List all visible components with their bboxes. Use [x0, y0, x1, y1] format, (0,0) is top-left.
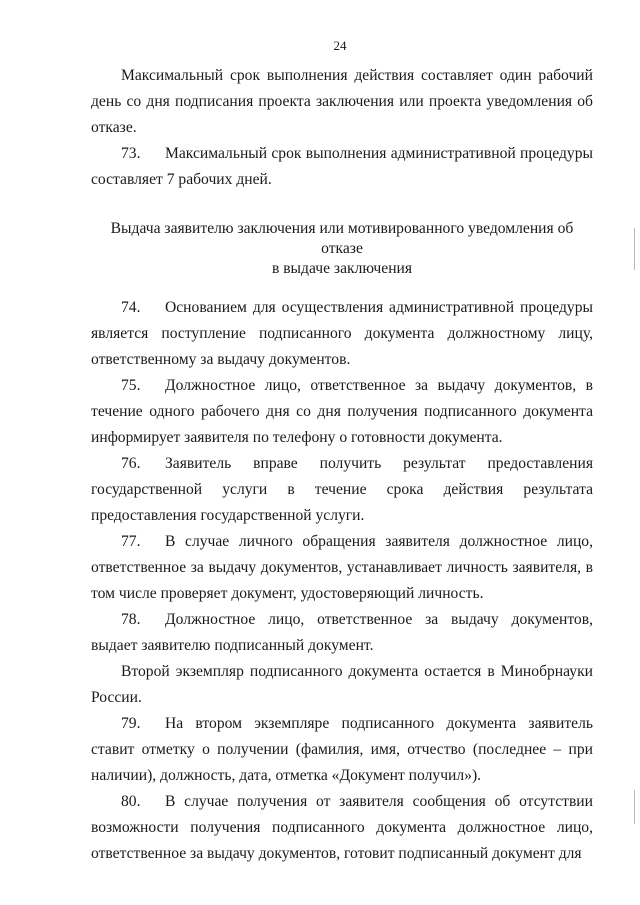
paragraph-number: 73. [121, 145, 141, 162]
paragraph-78 [91, 607, 593, 659]
paragraph-number: 78. [121, 611, 141, 628]
paragraph-text: В случае получения от заявителя сообщения об отсутствии возможности получения подписанного документа должностное лицо, ответственное за выдачу документов, готовит подписанный документ для [91, 793, 593, 862]
paragraph-74 [91, 295, 593, 373]
paragraph-text: На втором экземпляре подписанного документа заявитель ставит отметку о получении (фамилия, имя, отчество (последнее – при наличии), должность, дата, отметка «Документ получил»). [91, 715, 593, 784]
paragraph-text: В случае личного обращения заявителя должностное лицо, ответственное за выдачу документов, устанавливает личность заявителя, в том числе проверяет документ, удостоверяющий личность. [91, 533, 593, 602]
paragraph [91, 659, 593, 711]
paragraph-77 [91, 529, 593, 607]
paragraph-text: Максимальный срок выполнения административной процедуры составляет 7 рабочих дней. [91, 145, 593, 188]
paragraph-number: 79. [121, 715, 141, 732]
paragraph-number: 77. [121, 533, 141, 550]
paragraph-text: Должностное лицо, ответственное за выдачу документов, выдает заявителю подписанный документ. [91, 611, 593, 654]
page-number: 24 [333, 38, 347, 53]
paragraphs-bottom [91, 295, 593, 867]
paragraph-number: 80. [121, 793, 141, 810]
paragraph-number: 76. [121, 455, 141, 472]
paragraph-text: Второй экземпляр подписанного документа остается в Минобрнауки России. [91, 663, 593, 706]
paragraph-number: 74. [121, 299, 141, 316]
paragraph-text: Основанием для осуществления административной процедуры является поступление подписанного документа должностному лицу, ответственному за выдачу документов. [91, 299, 593, 368]
paragraph-text: Максимальный срок выполнения действия составляет один рабочий день со дня подписания проекта заключения или проекта уведомления об отказе. [91, 67, 593, 136]
section-heading [91, 219, 593, 279]
section-heading-line-1: Выдача заявителю заключения или мотивированного уведомления об отказе [110, 220, 574, 257]
paragraph-76 [91, 451, 593, 529]
paragraph-number: 75. [121, 377, 141, 394]
section-heading-line-2: в выдаче заключения [271, 260, 413, 277]
paragraphs-top [91, 63, 593, 193]
scan-edge-mark [634, 790, 635, 824]
document-body [91, 63, 593, 867]
paragraph-text: Должностное лицо, ответственное за выдачу документов, в течение одного рабочего дня со дня получения подписанного документа информирует заявителя по телефону о готовности документа. [91, 377, 593, 446]
paragraph-73 [91, 141, 593, 193]
paragraph-75 [91, 373, 593, 451]
paragraph-80 [91, 789, 593, 867]
paragraph-79 [91, 711, 593, 789]
scan-edge-mark [634, 228, 635, 270]
paragraph [91, 63, 593, 141]
paragraph-text: Заявитель вправе получить результат предоставления государственной услуги в течение срока действия результата предоставления государственной услуги. [91, 455, 593, 524]
